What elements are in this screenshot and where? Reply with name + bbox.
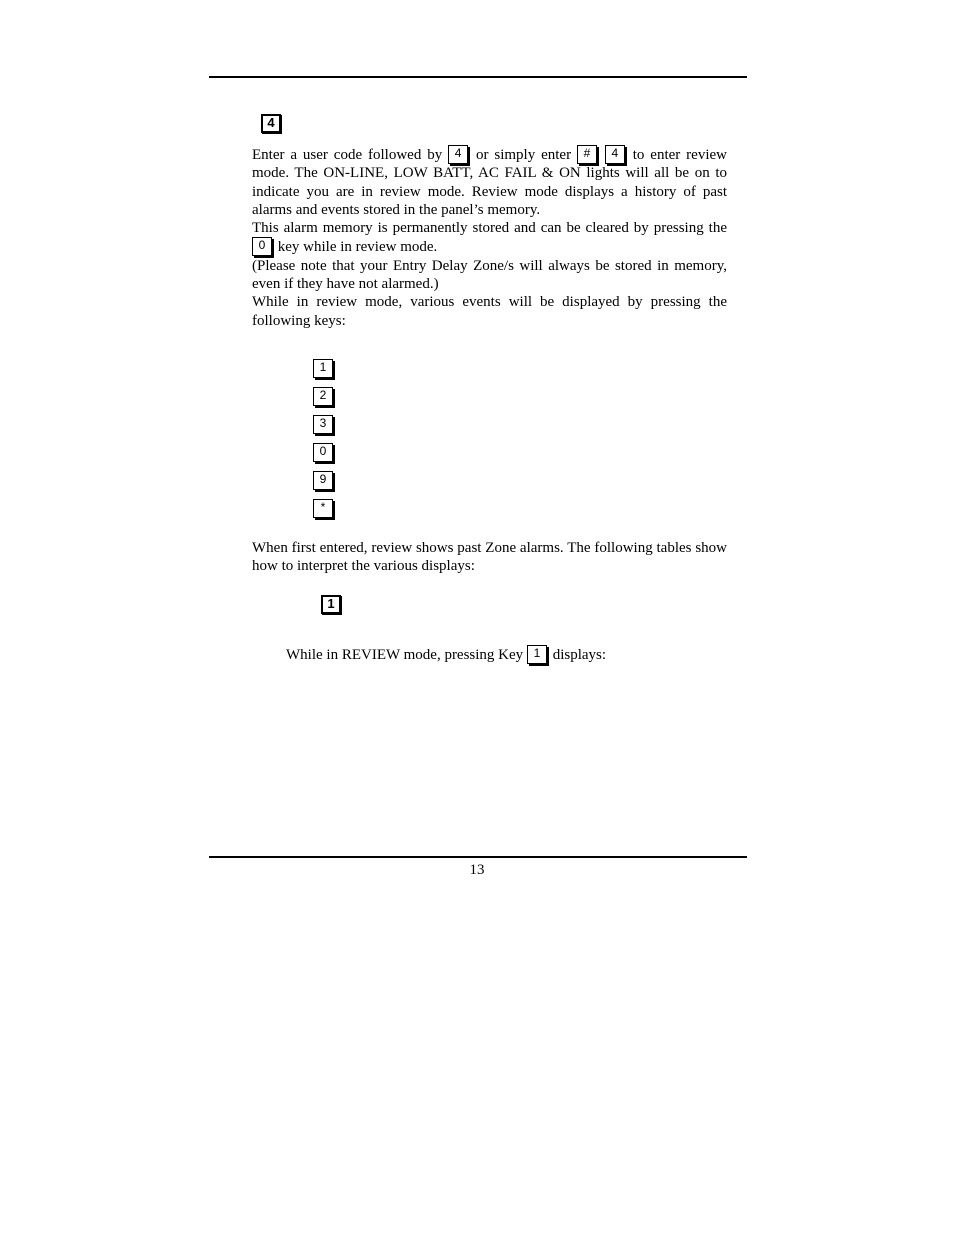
key-2-icon: 2 [313,387,333,406]
key-1-icon: 1 [527,645,547,664]
first-entered-paragraph [252,539,727,576]
key-1-icon: 1 [313,359,333,378]
header-rule [209,76,747,78]
memory-text-2: key while in review mode. [277,239,438,256]
footer-rule [209,856,747,858]
subsection-key-1-icon: 1 [321,595,341,614]
key-hash-icon: # [577,145,597,164]
intro-text-1: Enter a user code followed by [252,147,443,163]
key-star-icon: * [313,499,333,518]
key-9-icon: 9 [313,471,333,490]
key-0-icon: 0 [252,237,272,256]
review-key-list [313,359,343,527]
key-0-icon: 0 [313,443,333,462]
page-number: 13 [469,862,485,878]
review-key-row [313,415,343,443]
review-key1-text-1: While in REVIEW mode, pressing Key [286,647,524,663]
review-key-row [313,443,343,471]
review-keys-intro: While in review mode, various events will be displayed by pressing the following keys: [252,294,727,329]
review-key-row [313,387,343,415]
body-text [252,145,727,330]
first-entered-text: When first entered, review shows past Zone alarms. The following tables show how to interpret the various displays: [252,540,727,575]
review-key1-line [286,640,606,670]
note-paragraph: (Please note that your Entry Delay Zone/s will always be stored in memory, even if they have not alarmed.) [252,257,727,293]
intro-text-2: or simply enter [475,147,572,163]
memory-text-1: This alarm memory is permanently stored and can be cleared by pressing the [252,220,727,237]
review-key1-text-2: displays: [552,647,607,663]
key-3-icon: 3 [313,415,333,434]
review-key-row [313,359,343,387]
section-key-4-icon: 4 [261,114,281,133]
review-key-row [313,499,343,527]
intro-paragraph [252,145,727,219]
key-4-icon: 4 [605,145,625,164]
intro-text-3: to enter review mode. The ON-LINE, LOW BATT, AC FAIL & ON lights will all be on to indicate you are in review mode. Review mode displays a history of past alarms and events stored in the panel’s memory. [252,147,727,218]
memory-paragraph [252,219,727,257]
review-key-row [313,471,343,499]
key-4-icon: 4 [448,145,468,164]
